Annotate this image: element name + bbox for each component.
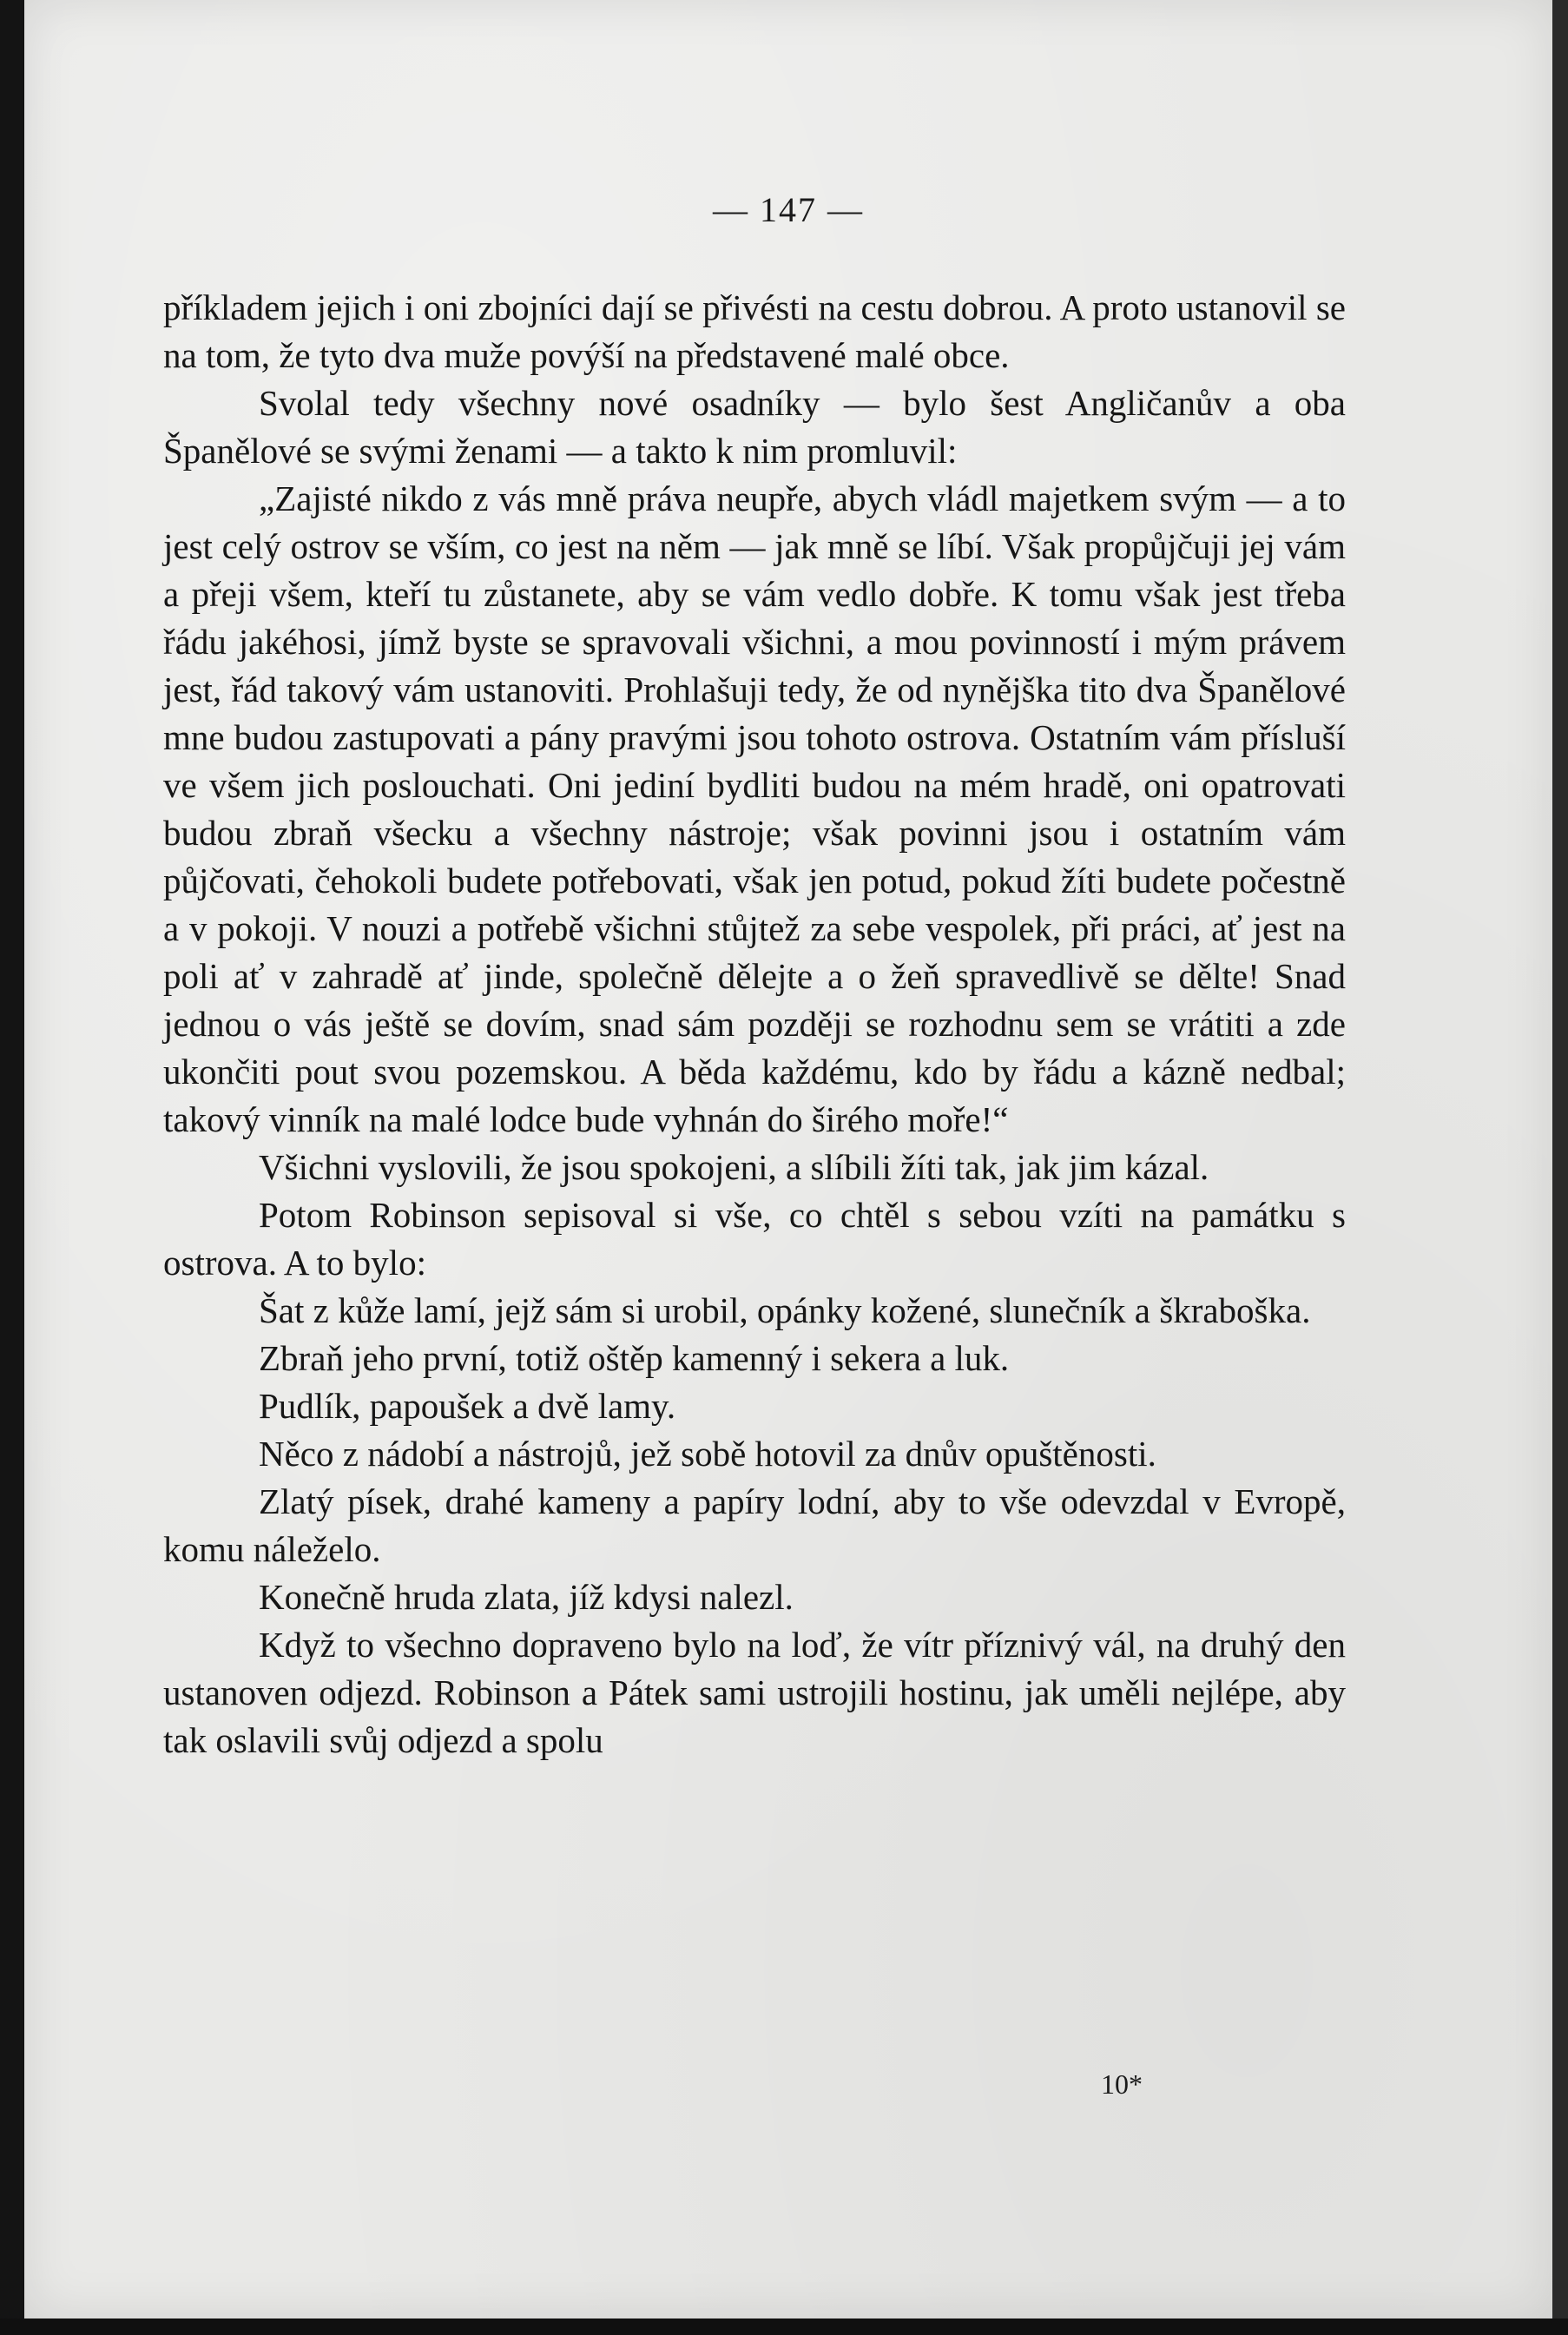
paragraph: Něco z nádobí a nástrojů, jež sobě hotovil za dnův opuštěnosti. (259, 1434, 1156, 1474)
book-page (24, 0, 1552, 2319)
paragraph: „Zajisté nikdo z vás mně práva neupře, abych vládl majetkem svým — a to jest celý ostrov se vším, co jest na něm — jak mně se líbí. Však propůjčuji jej vám a přeji všem, kteří tu zůstanete, aby se vám vedlo dobře. K tomu však jest třeba řádu jakéhosi, jímž byste se spravovali všichni, a mou povinností i mým právem jest, řád takový vám ustanoviti. Prohlašuji tedy, že od nynějška tito dva Španělové mne budou zastupovati a pány pravými jsou tohoto ostrova. Ostatním vám přísluší ve všem jich poslouchati. Oni jediní bydliti budou na mém hradě, oni opatrovati budou zbraň všecku a všechny nástroje; však povinni jsou i ostatním vám půjčovati, čehokoli budete potřebovati, však jen potud, pokud žíti budete počestně a v pokoji. V nouzi a potřebě všichni stůjtež za sebe vespolek, při práci, ať jest na poli ať v zahradě ať jinde, společně dělejte a o žeň spravedlivě se dělte! Snad jednou o vás ještě se dovím, snad sám později se rozhodnu sem se vrátiti a zde ukončiti pout svou pozemskou. A běda každému, kdo by řádu a kázně nedbal; takový vinník na malé lodce bude vyhnán do širého moře!“ (163, 478, 1346, 1139)
body-text (163, 284, 1346, 1764)
paragraph: Konečně hruda zlata, jíž kdysi nalezl. (259, 1577, 794, 1617)
page-number: — 147 — (713, 190, 864, 229)
paragraph: Když to všechno dopraveno bylo na loď, že vítr příznivý vál, na druhý den ustanoven odjezd. Robinson a Pátek sami ustrojili hostinu, jak uměli nejlépe, aby tak oslavili svůj odjezd a spolu (163, 1625, 1346, 1760)
scan-edge-bottom (0, 2319, 1568, 2335)
paragraph: Zlatý písek, drahé kameny a papíry lodní, aby to vše odevzdal v Evropě, komu náleželo. (163, 1481, 1346, 1569)
paragraph: Potom Robinson sepisoval si vše, co chtěl s sebou vzíti na památku s ostrova. A to bylo: (163, 1195, 1346, 1283)
signature-mark: 10* (1101, 2068, 1143, 2100)
paragraph: Pudlík, papoušek a dvě lamy. (259, 1386, 676, 1426)
scan-edge-right (1552, 0, 1568, 2335)
paragraph: Všichni vyslovili, že jsou spokojeni, a slíbili žíti tak, jak jim kázal. (259, 1147, 1209, 1187)
paragraph: Šat z kůže lamí, jejž sám si urobil, opánky kožené, slunečník a škraboška. (259, 1290, 1311, 1330)
paragraph: příkladem jejich i oni zbojníci dají se přivésti na cestu dobrou. A proto ustanovil se na tom, že tyto dva muže povýší na představené malé obce. (163, 287, 1346, 375)
paragraph: Svolal tedy všechny nové osadníky — bylo šest Angličanův a oba Španělové se svými ženami — a takto k nim promluvil: (163, 383, 1346, 471)
paragraph: Zbraň jeho první, totiž oštěp kamenný i sekera a luk. (259, 1338, 1010, 1378)
